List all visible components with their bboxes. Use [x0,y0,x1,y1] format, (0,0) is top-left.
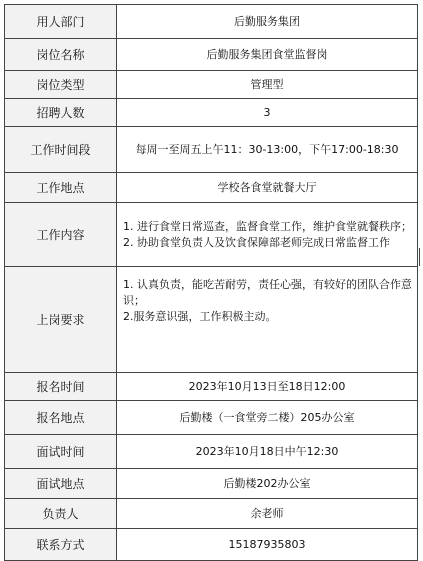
table-row-requirements [5,267,418,373]
table-row-interview-location [5,469,418,499]
list-item: 2.服务意识强，工作积极主动。 [123,310,277,323]
table-row-contact-person [5,499,418,529]
row-label: 招聘人数 [5,99,117,127]
row-value: 3 [117,99,418,127]
table-row-working-hours [5,127,418,173]
row-value: 余老师 [117,499,418,529]
row-label: 报名地点 [5,401,117,435]
table-row-contact-info [5,529,418,561]
row-label: 工作地点 [5,173,117,203]
list-item: 1. 进行食堂日常巡查，监督食堂工作，维护食堂就餐秩序； [123,219,412,233]
table-row-work-location [5,173,418,203]
row-label: 工作内容 [5,203,117,267]
row-label: 工作时间段 [5,127,117,173]
position-info-table [4,4,418,561]
row-value: 管理型 [117,71,418,99]
row-label: 岗位类型 [5,71,117,99]
row-label: 负责人 [5,499,117,529]
row-value: 后勤楼（一食堂旁二楼）205办公室 [117,401,418,435]
row-label: 报名时间 [5,373,117,401]
row-value: 15187935803 [117,529,418,561]
row-value: 后勤服务集团 [117,5,418,39]
table-row-apply-location [5,401,418,435]
table-row-apply-time [5,373,418,401]
list-item: 1. 认真负责，能吃苦耐劳，责任心强，有较好的团队合作意识； [123,278,412,307]
list-item: 2. 协助食堂负责人及饮食保障部老师完成日常监督工作 [123,235,390,249]
row-value: 2023年10月13日至18日12:00 [117,373,418,401]
row-label: 面试地点 [5,469,117,499]
row-value: 后勤楼202办公室 [117,469,418,499]
row-label: 用人部门 [5,5,117,39]
table-row-job-content [5,203,418,267]
table-row-position-type [5,71,418,99]
table-row-position-name [5,39,418,71]
row-label: 联系方式 [5,529,117,561]
row-value: 后勤服务集团食堂监督岗 [117,39,418,71]
row-label: 上岗要求 [5,267,117,373]
recruitment-info-sheet [4,4,417,561]
text-cursor [419,248,420,266]
table-row-headcount [5,99,418,127]
row-label: 面试时间 [5,435,117,469]
row-label: 岗位名称 [5,39,117,71]
table-row-department [5,5,418,39]
row-value-multiline [117,267,418,373]
row-value: 每周一至周五上午11：30-13:00，下午17:00-18:30 [117,127,418,173]
table-row-interview-time [5,435,418,469]
row-value-multiline [117,203,418,267]
row-value: 学校各食堂就餐大厅 [117,173,418,203]
row-value: 2023年10月18日中午12:30 [117,435,418,469]
